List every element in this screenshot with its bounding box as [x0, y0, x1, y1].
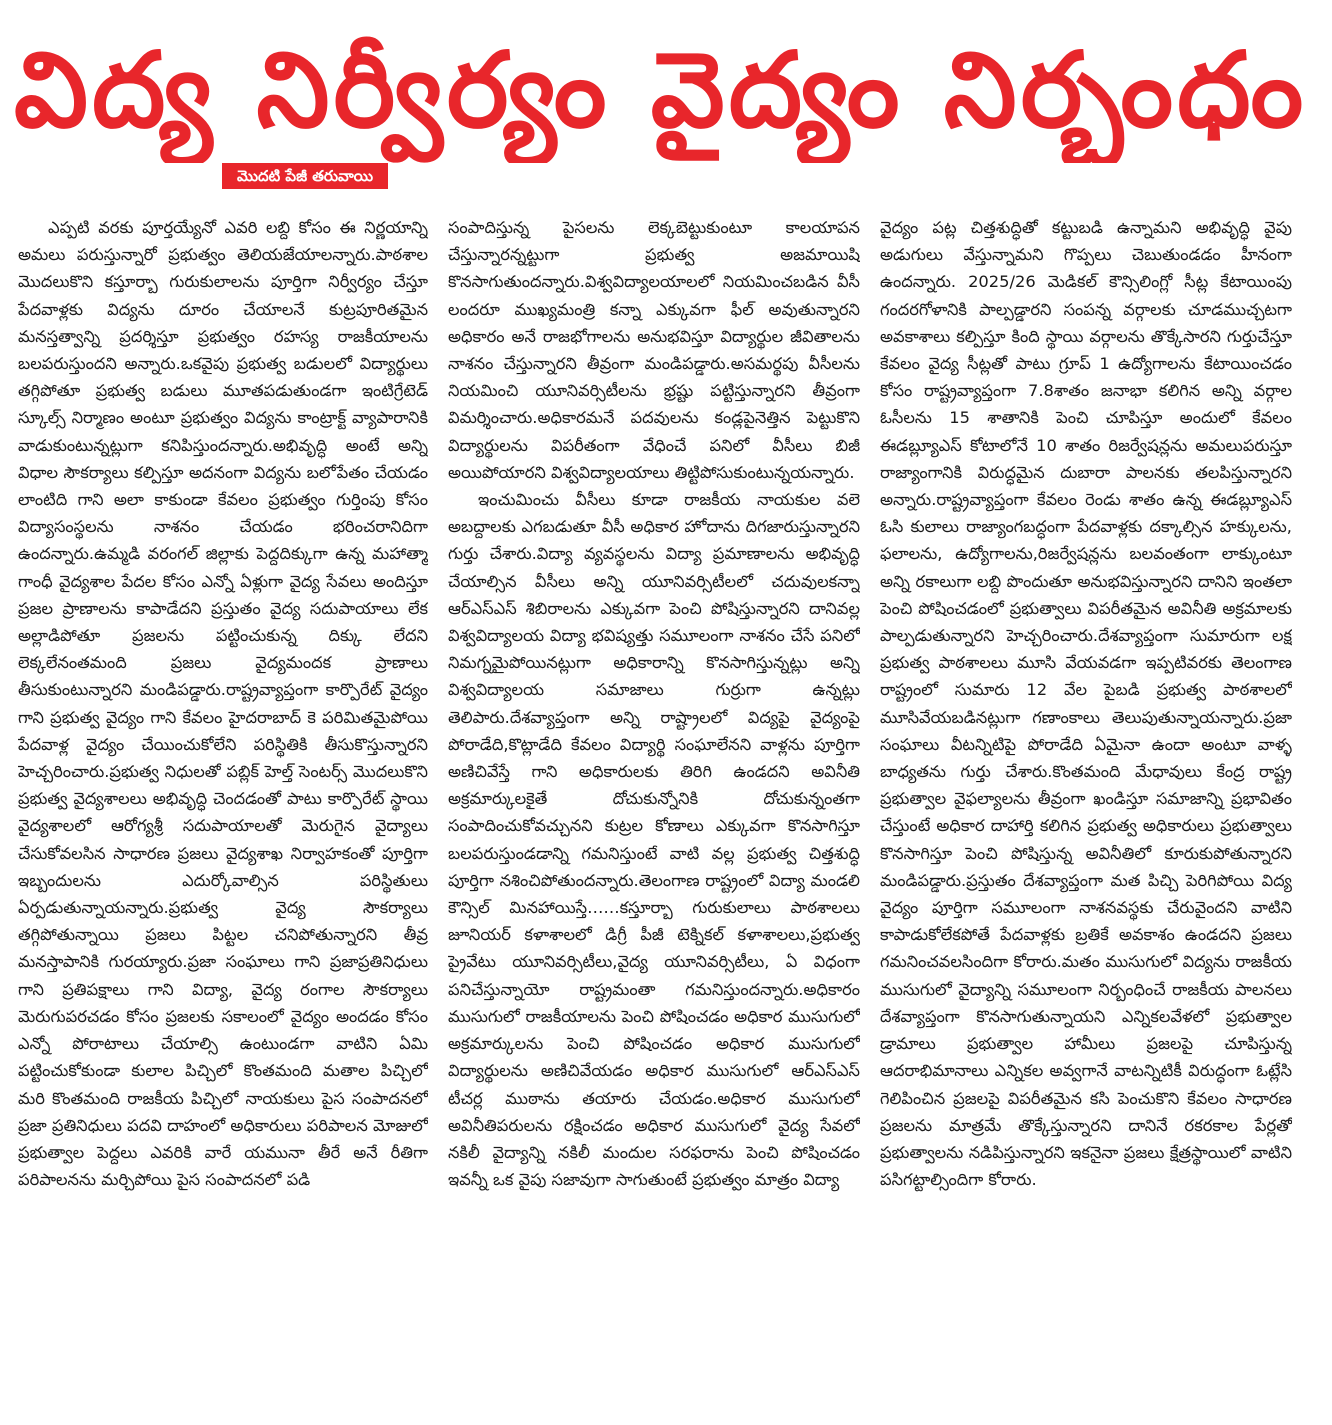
headline: విద్య నిర్వీర్యం వైద్యం నిర్బంధం — [14, 29, 1308, 151]
article-column-3 — [880, 214, 1292, 1414]
paragraph: సంపాదిస్తున్న పైసలను లెక్కబెట్టుకుంటూ కాలయాపన చేస్తున్నారన్నట్టుగా ప్రభుత్వ అజమాయిషి కొనసాగుతుందన్నారు.విశ్వవిద్యాలయాలలో నియమించబడిన వీసీ లందరూ ముఖ్యమంత్రి కన్నా ఎక్కువగా ఫీల్ అవుతున్నారని అధికారం అనే రాజభోగాలను అనుభవిస్తూ విద్యార్థుల జీవితాలను నాశనం చేస్తున్నారని తీవ్రంగా మండిపడ్డారు.అసమర్థపు వీసీలను నియమించి యూనివర్సిటీలను భ్రష్టు పట్టిస్తున్నారని తీవ్రంగా విమర్శించారు.అధికారమనే పదవులను కండ్లపైనెత్తిన పెట్టుకొని విద్యార్థులను విపరీతంగా వేధించే పనిలో వీసీలు బిజీ అయిపోయారని విశ్వవిద్యాలయాలు తిట్టిపోసుకుంటున్నయన్నారు. — [448, 218, 860, 482]
article-column-2 — [448, 214, 860, 1414]
paragraph: వైద్యం పట్ల చిత్తశుద్ధితో కట్టుబడి ఉన్నామని అభివృద్ధి వైపు అడుగులు వేస్తున్నామని గొప్పలు చెబుతుండడం హీనంగా ఉందన్నారు. 2025/26 మెడికల్ కౌన్సిలింగ్లో సీట్ల కేటాయింపు గందరగోళానికి పాల్పడ్డారని సంపన్న వర్గాలకు చూడముచ్చటగా అవకాశాలు కల్పిస్తూ కింది స్థాయి వర్గాలను తొక్కేసారని గుర్తుచేస్తూ కేవలం వైద్య సీట్లతో పాటు గ్రూప్ 1 ఉద్యోగాలను కేటాయించడం కోసం రాష్ట్రవ్యాప్తంగా 7.8శాతం జనాభా కలిగిన అన్ని వర్గాల ఓసీలను 15 శాతానికి పెంచి చూపిస్తూ అందులో కేవలం ఈడబ్ల్యూఎస్ కోటాలోనే 10 శాతం రిజర్వేషన్లను అమలుపరుస్తూ రాజ్యాంగానికి విరుద్ధమైన దుబారా పాలనకు తలపిస్తున్నారని అన్నారు.రాష్ట్రవ్యాప్తంగా కేవలం రెండు శాతం ఉన్న ఈడబ్ల్యూఎస్ ఓసి కులాలు రాజ్యాంగబద్ధంగా పేదవాళ్లకు దక్కాల్సిన హక్కులను, ఫలాలను, ఉద్యోగాలను,రిజర్వేషన్లను బలవంతంగా లాక్కుంటూ అన్ని రకాలుగా లబ్ది పొందుతూ అనుభవిస్తున్నారని దానిని ఇంతలా పెంచి పోషించడంలో ప్రభుత్వాలు విపరీతమైన అవినీతి అక్రమాలకు పాల్పడుతున్నారని హెచ్చరించారు.దేశవ్యాప్తంగా సుమారుగా లక్ష ప్రభుత్వ పాఠశాలలు మూసి వేయవడగా ఇప్పటివరకు తెలంగాణ రాష్ట్రంలో సుమారు 12 వేల పైబడి ప్రభుత్వ పాఠశాలలో మూసివేయబడినట్లుగా గణాంకాలు తెలుపుతున్నాయన్నారు.ప్రజా సంఘాలు వీటన్నిటిపై పోరాడేది ఏమైనా ఉందా అంటూ వాళ్ళ బాధ్యతను గుర్తు చేశారు.కొంతమంది మేధావులు కేంద్ర రాష్ట్ర ప్రభుత్వాల వైఫల్యాలను తీవ్రంగా ఖండిస్తూ సమాజాన్ని ప్రభావితం చేస్తుంటే అధికార దాహార్తి కలిగిన ప్రభుత్వ అధికారులు ప్రభుత్వాలు కొనసాగిస్తూ పెంచి పోషిస్తున్న అవినీతిలో కూరుకుపోతున్నారని మండిపడ్డారు.ప్రస్తుతం దేశవ్యాప్తంగా మత పిచ్చి పెరిగిపోయి విద్య వైద్యం పూర్తిగా సమూలంగా నాశనవస్థకు చేరువైందని వాటిని కాపాడుకోలేకపోతే పేదవాళ్లకు బ్రతికే అవకాశం ఉండదని ప్రజలు గమనించవలసిందిగా కోరారు.మతం ముసుగులో విద్యను రాజకీయ ముసుగులో వైద్యాన్ని సమూలంగా నిర్బంధించే రాజకీయ పాలనలు దేశవ్యాప్తంగా కొనసాగుతున్నాయని ఎన్నికలవేళలో ప్రభుత్వాల డ్రామాలు ప్రభుత్వాల హామీలు ప్రజలపై చూపిస్తున్న ఆదరాభిమానాలు ఎన్నికల అవ్వగానే వాటన్నిటికీ విరుద్ధంగా ఓట్లేసి గెలిపించిన ప్రజలపై విపరీతమైన కసి పెంచుకొని కేవలం సాధారణ ప్రజలను మాత్రమే తొక్కేస్తున్నారని దానినే రకరకాల పేర్లతో ప్రభుత్వాలను నడిపిస్తున్నారని ఇకనైనా ప్రజలు క్షేత్రస్థాయిలో వాటిని పసిగట్టాల్సిందిగా కోరారు. — [880, 218, 1292, 1190]
article-column-1 — [18, 214, 428, 1414]
paragraph: ఇంచుమించు వీసీలు కూడా రాజకీయ నాయకుల వలె అబద్దాలకు ఎగబడుతూ వీసీ అధికార హోదాను దిగజారుస్తున్నారని గుర్తు చేశారు.విద్యా వ్యవస్థలను విద్యా ప్రమాణాలను అభివృద్ధి చేయాల్సిన వీసీలు అన్ని యూనివర్సిటీలలో చదువులకన్నా ఆర్ఎస్ఎస్ శిబిరాలను ఎక్కువగా పెంచి పోషిస్తున్నారని దానివల్ల విశ్వవిద్యాలయ విద్యా భవిష్యత్తు సమూలంగా నాశనం చేసే పనిలో నిమగ్నమైపోయినట్లుగా అధికారాన్ని కొనసాగిస్తున్నట్లు అన్ని విశ్వవిద్యాలయ సమాజాలు గుర్రుగా ఉన్నట్లు తెలిపారు.దేశవ్యాప్తంగా అన్ని రాష్ట్రాలలో విద్యపై వైద్యంపై పోరాడేది,కొట్లాడేది కేవలం విద్యార్థి సంఘాలేనని వాళ్లను పూర్తిగా అణిచివేస్తే గాని అధికారులకు తిరిగి ఉండదని అవినీతి అక్రమార్కులకైతే దోచుకున్నోనికి దోచుకున్నంతగా సంపాదించుకోవచ్చునని కుట్రల కోణాలు ఎక్కువగా కొనసాగిస్తూ బలపరుస్తుండడాన్ని గమనిస్తుంటే వాటి వల్ల ప్రభుత్వ చిత్తశుద్ధి పూర్తిగా నశించిపోతుందన్నారు.తెలంగాణ రాష్ట్రంలో విద్యా మండలి కౌన్సిల్ మినహాయిస్తే……కస్తూర్బా గురుకులాలు పాఠశాలలు జూనియర్ కళాశాలలో డిగ్రీ పీజీ టెక్నికల్ కళాశాలలు,ప్రభుత్వ ప్రైవేటు యూనివర్సిటీలు,వైద్య యూనివర్సిటీలు, ఏ విధంగా పనిచేస్తున్నాయో రాష్ట్రమంతా గమనిస్తుందన్నారు.అధికారం ముసుగులో రాజకీయాలను పెంచి పోషించడం అధికార ముసుగులో అక్రమార్కులను పెంచి పోషించడం అధికార ముసుగులో విద్యార్థులను అణిచివేయడం అధికార ముసుగులో ఆర్ఎస్ఎస్ టీచర్ల ముఠాను తయారు చేయడం.అధికార ముసుగులో అవినీతిపరులను రక్షించడం అధికార ముసుగులో వైద్య సేవలో నకిలీ వైద్యాన్ని నకిలీ మందుల సరఫరాను పెంచి పోషించడం ఇవన్నీ ఒక వైపు సజావుగా సాగుతుంటే ప్రభుత్వం మాత్రం విద్యా — [448, 490, 860, 1190]
continuation-tag: మొదటి పేజీ తరువాయి — [222, 163, 388, 189]
paragraph: ఎప్పటి వరకు పూర్తయ్యేనో ఎవరి లబ్ది కోసం ఈ నిర్ణయాన్ని అమలు పరుస్తున్నారో ప్రభుత్వం తెలియజేయాలన్నారు.పాఠశాల మొదలుకొని కస్తూర్బా గురుకులాలను పూర్తిగా నిర్వీర్యం చేస్తూ పేదవాళ్లకు విద్యను దూరం చేయాలనే కుట్రపూరితమైన మనస్తత్వాన్ని ప్రదర్శిస్తూ ప్రభుత్వం రహస్య రాజకీయాలను బలపరుస్తుందని అన్నారు.ఒకవైపు ప్రభుత్వ బడులలో విద్యార్థులు తగ్గిపోతూ ప్రభుత్వ బడులు మూతపడుతుండగా ఇంటిగ్రేటెడ్ స్కూల్స్ నిర్మాణం అంటూ ప్రభుత్వం విద్యను కాంట్రాక్ట్ వ్యాపారానికి వాడుకుంటున్నట్లుగా కనిపిస్తుందన్నారు.అభివృద్ధి అంటే అన్ని విధాల సౌకర్యాలు కల్పిస్తూ అదనంగా విద్యను బలోపేతం చేయడం లాంటిది గాని అలా కాకుండా కేవలం ప్రభుత్వం గుర్తింపు కోసం విద్యాసంస్థలను నాశనం చేయడం భరించరానిదిగా ఉందన్నారు.ఉమ్మడి వరంగల్ జిల్లాకు పెద్దదిక్కుగా ఉన్న మహాత్మా గాంధీ వైద్యశాల పేదల కోసం ఎన్నో ఏళ్లుగా వైద్య సేవలు అందిస్తూ ప్రజల ప్రాణాలను కాపాడేదని ప్రస్తుతం వైద్య సదుపాయాలు లేక అల్లాడిపోతూ ప్రజలను పట్టించుకున్న దిక్కు లేదని లెక్కలేనంతమంది ప్రజలు వైద్యమందక ప్రాణాలు తీసుకుంటున్నారని మండిపడ్డారు.రాష్ట్రవ్యాప్తంగా కార్పొరేట్ వైద్యం గాని ప్రభుత్వ వైద్యం గాని కేవలం హైదరాబాద్ కె పరిమితమైపోయి పేదవాళ్ల వైద్యం చేయించుకోలేని పరిస్థితికి తీసుకొస్తున్నారని హెచ్చరించారు.ప్రభుత్వ నిధులతో పబ్లిక్ హెల్త్ సెంటర్స్ మొదలుకొని ప్రభుత్వ వైద్యశాలలు అభివృద్ధి చెందడంతో పాటు కార్పొరేట్ స్థాయి వైద్యశాలలో ఆరోగ్యశ్రీ సదుపాయాలతో మెరుగైన వైద్యాలు చేసుకోవలసిన సాధారణ ప్రజలు వైద్యశాఖ నిర్వాహకంతో పూర్తిగా ఇబ్బందులను ఎదుర్కోవాల్సిన పరిస్థితులు ఏర్పడుతున్నాయన్నారు.ప్రభుత్వ వైద్య సౌకర్యాలు తగ్గిపోతున్నాయి ప్రజలు పిట్టల చనిపోతున్నారని తీవ్ర మనస్తాపానికి గురయ్యారు.ప్రజా సంఘాలు గాని ప్రజాప్రతినిధులు గాని ప్రతిపక్షాలు గాని విద్యా, వైద్య రంగాల సౌకర్యాలు మెరుగుపరచడం కోసం ప్రజలకు సకాలంలో వైద్యం అందడం కోసం ఎన్నో పోరాటాలు చేయాల్సి ఉంటుండగా వాటిని ఏమి పట్టించుకోకుండా కులాల పిచ్చిలో కొంతమంది మతాల పిచ్చిలో మరి కొంతమంది రాజకీయ పిచ్చిలో నాయకులు పైస సంపాదనలో ప్రజా ప్రతినిధులు పదవి దాహంలో అధికారులు పరిపాలన మోజులో ప్రభుత్వాల పెద్దలు ఎవరికి వారే యమునా తీరే అనే రీతిగా పరిపాలనను మర్చిపోయి పైస సంపాదనలో పడి — [18, 218, 428, 1190]
